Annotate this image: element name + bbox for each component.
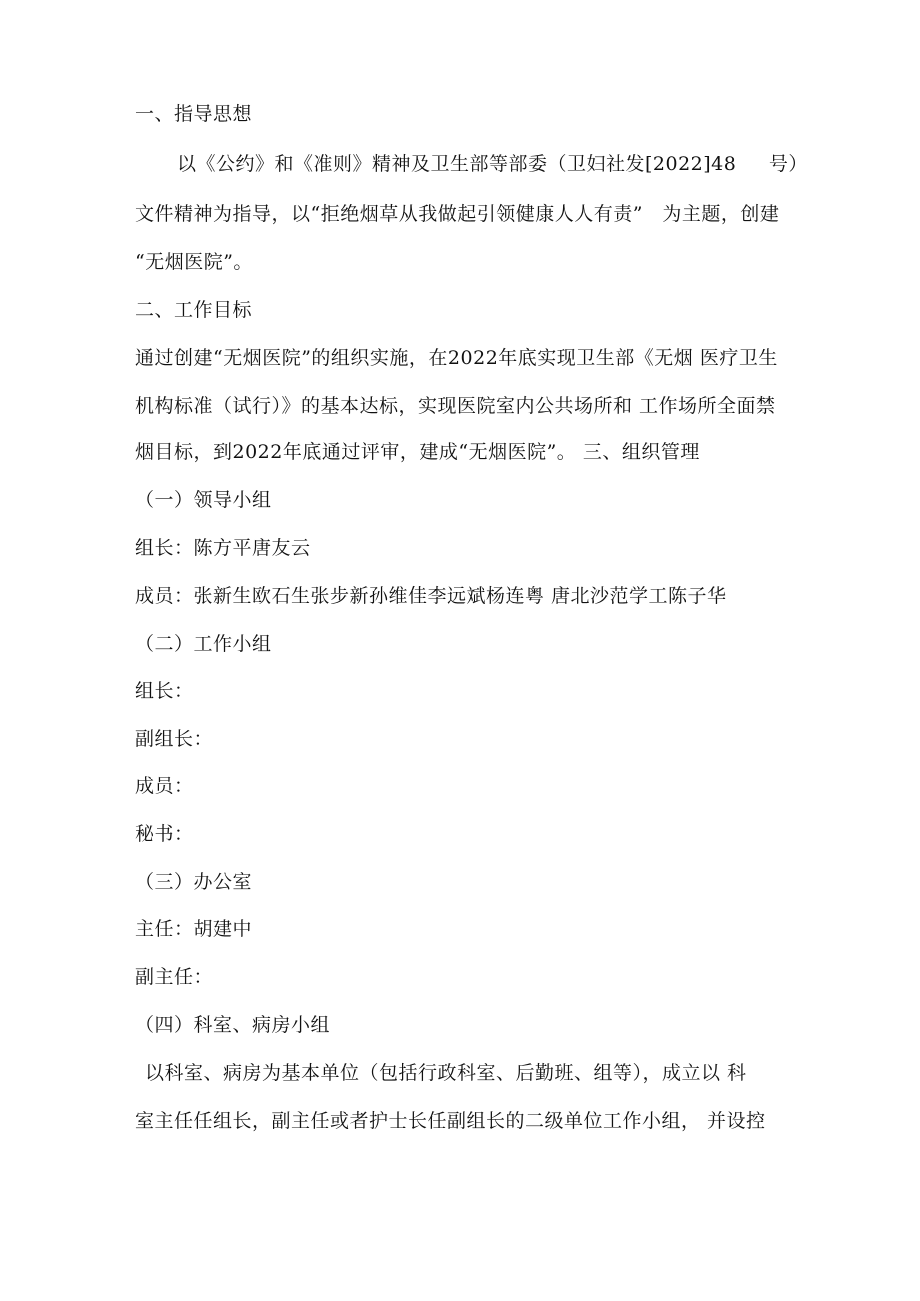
group-leader-line: 组长：陈方平唐友云	[135, 537, 311, 559]
field-line: 副组长：	[135, 728, 214, 750]
paragraph-line: 机构标准（试行）》的基本达标，实现医院室内公共场所和 工作场所全面禁	[135, 395, 776, 417]
paragraph-line: 以科室、病房为基本单位（包括行政科室、后勤班、组等），成立以 科	[145, 1062, 747, 1084]
heading-guiding-idea: 一、指导思想	[135, 103, 253, 125]
members-line: 成员：张新生欧石生张步新孙维佳李远斌杨连粤 唐北沙范学工陈子华	[135, 585, 727, 607]
heading-work-goal: 二、工作目标	[135, 299, 253, 321]
paragraph-line: 通过创建“无烟医院”的组织实施，在2022年底实现卫生部《无烟 医疗卫生	[135, 347, 778, 369]
field-line: 成员：	[135, 775, 194, 797]
subheading-department-group: （四）科室、病房小组	[135, 1014, 331, 1036]
field-line: 主任：胡建中	[135, 918, 253, 940]
paragraph-line: 以《公约》和《准则》精神及卫生部等部委（卫妇社发[2022]48 号）	[177, 153, 808, 175]
field-line: 组长：	[135, 680, 194, 702]
field-line: 秘书：	[135, 823, 194, 845]
field-line: 副主任：	[135, 966, 214, 988]
subheading-leadership-group: （一）领导小组	[135, 489, 272, 511]
paragraph-line: 室主任任组长，副主任或者护士长任副组长的二级单位工作小组， 并设控	[135, 1110, 766, 1132]
paragraph-line: 文件精神为指导，以“拒绝烟草从我做起引领健康人人有责” 为主题，创建	[135, 203, 780, 225]
paragraph-line: 烟目标，到2022年底通过评审，建成“无烟医院”。 三、组织管理	[135, 441, 700, 463]
paragraph-line: “无烟医院”。	[135, 251, 253, 273]
subheading-work-group: （二）工作小组	[135, 633, 272, 655]
subheading-office: （三）办公室	[135, 871, 253, 893]
